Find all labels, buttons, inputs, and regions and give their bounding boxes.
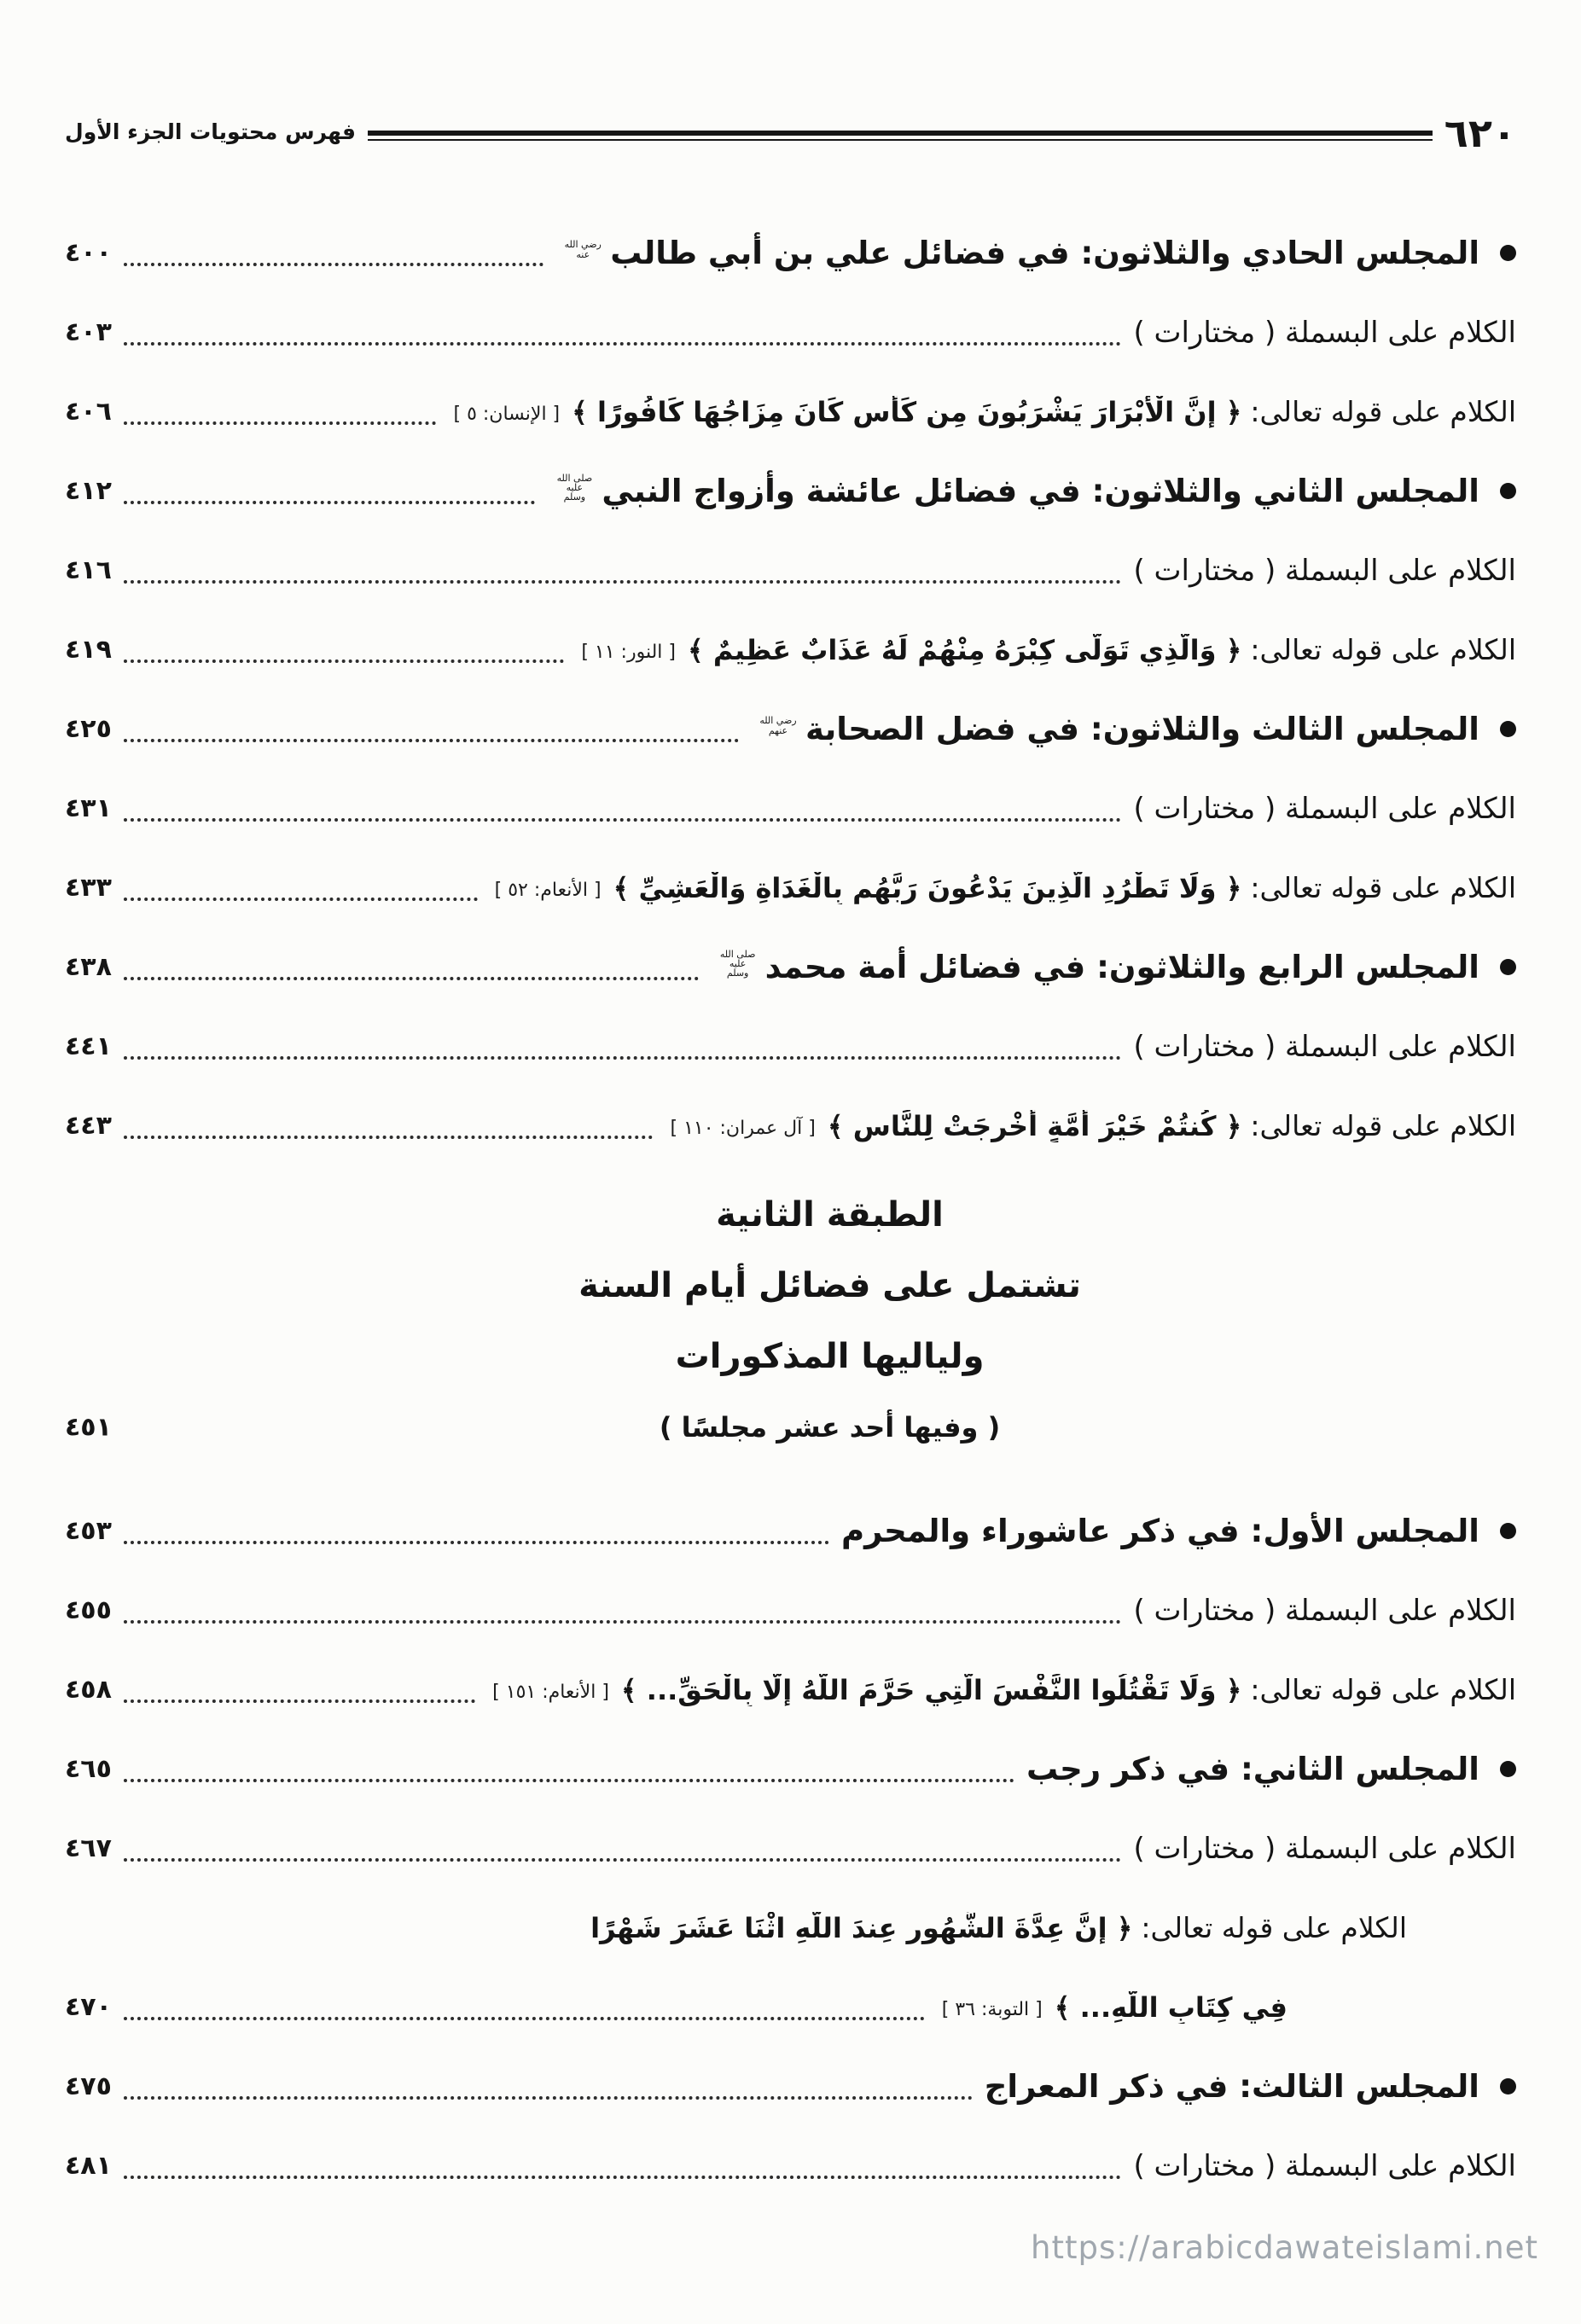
toc-row bbox=[65, 1007, 1516, 1086]
quote-intro: الكلام على قوله تعالى: bbox=[1250, 1673, 1516, 1706]
toc-row bbox=[65, 1729, 1516, 1809]
entry-page-number: ٤٠٠ bbox=[65, 238, 112, 268]
entry-page-number: ٤٥١ bbox=[65, 1412, 112, 1442]
toc-row bbox=[65, 1650, 1516, 1729]
quote-intro: الكلام على قوله تعالى: bbox=[1250, 871, 1516, 904]
toc-section-bottom bbox=[65, 1491, 1516, 2205]
quran-quote: ﴿ وَالَّذِي تَوَلَّى كِبْرَهُ مِنْهُمْ لَهُ عَذَابٌ عَظِيمٌ ﴾ bbox=[688, 633, 1242, 666]
entry-page-number: ٤٤١ bbox=[65, 1031, 112, 1061]
entry-page-number: ٤٥٥ bbox=[65, 1595, 112, 1625]
quote-intro: الكلام على قوله تعالى: bbox=[1141, 1911, 1407, 1944]
ayah-reference: [ الأنعام: ١٥١ ] bbox=[492, 1682, 609, 1703]
entry-subtitle: الكلام على البسملة ( مختارات ) bbox=[1133, 315, 1516, 350]
dot-leader bbox=[124, 501, 535, 504]
section-heading-line: ولياليها المذكورات bbox=[675, 1336, 985, 1376]
entry-title: المجلس الثالث والثلاثون: في فضل الصحابة bbox=[805, 711, 1479, 747]
entry-page-number: ٤٧٥ bbox=[65, 2071, 112, 2101]
dot-leader bbox=[124, 1779, 1014, 1782]
toc-row bbox=[65, 689, 1516, 769]
section-heading-subtitle-row bbox=[65, 1391, 1516, 1462]
dot-leader bbox=[124, 1620, 1122, 1624]
entry-page-number: ٤٣١ bbox=[65, 793, 112, 823]
toc-row bbox=[65, 2126, 1516, 2205]
honorific-mark: رضي الله عنه bbox=[564, 239, 602, 260]
toc-row bbox=[65, 1809, 1516, 1888]
quote-intro: الكلام على قوله تعالى: bbox=[1250, 395, 1516, 428]
dot-leader bbox=[124, 342, 1122, 346]
entry-title: المجلس الرابع والثلاثون: في فضائل أمة محمد bbox=[764, 949, 1479, 985]
ayah-reference: [ الإنسان: ٥ ] bbox=[453, 404, 561, 425]
dot-leader bbox=[124, 739, 739, 742]
toc-row bbox=[65, 2047, 1516, 2126]
page-header bbox=[65, 106, 1516, 160]
dot-leader bbox=[124, 263, 543, 266]
toc-row bbox=[65, 1967, 1516, 2047]
toc-row bbox=[65, 848, 1516, 927]
toc-row bbox=[65, 213, 1516, 293]
entry-page-number: ٤٧٠ bbox=[65, 1992, 112, 2022]
bullet-icon bbox=[1500, 1761, 1516, 1777]
entry-title: المجلس الأول: في ذكر عاشوراء والمحرم bbox=[840, 1513, 1479, 1549]
quote-intro: الكلام على قوله تعالى: bbox=[1250, 633, 1516, 666]
bullet-icon bbox=[1500, 2078, 1516, 2095]
quote-intro: الكلام على قوله تعالى: bbox=[1250, 1109, 1516, 1142]
entry-page-number: ٤٢٥ bbox=[65, 714, 112, 744]
entry-page-number: ٤٣٨ bbox=[65, 952, 112, 982]
toc-row bbox=[65, 451, 1516, 531]
entry-page-number: ٤٣٣ bbox=[65, 873, 112, 903]
dot-leader bbox=[124, 1858, 1122, 1862]
toc-row bbox=[65, 927, 1516, 1007]
toc-row bbox=[65, 610, 1516, 689]
entry-subtitle: الكلام على البسملة ( مختارات ) bbox=[1133, 2148, 1516, 2183]
bullet-icon bbox=[1500, 959, 1516, 975]
dot-leader bbox=[124, 580, 1122, 584]
quran-quote: ﴿ إِنَّ عِدَّةَ الشُّهُورِ عِندَ اللَّهِ اثْنَا عَشَرَ شَهْرًا bbox=[590, 1911, 1133, 1944]
dot-leader bbox=[124, 2017, 925, 2020]
toc-section-top bbox=[65, 213, 1516, 1165]
dot-leader bbox=[124, 898, 478, 901]
honorific-mark: صلى الله عليه وسلم bbox=[719, 948, 756, 979]
toc-row bbox=[65, 1491, 1516, 1571]
dot-leader bbox=[124, 1056, 1122, 1060]
entry-page-number: ٤١٢ bbox=[65, 476, 112, 506]
entry-title: المجلس الثاني والثلاثون: في فضائل عائشة وأزواج النبي bbox=[602, 473, 1479, 509]
entry-page-number: ٤١٩ bbox=[65, 635, 112, 665]
quran-quote: ﴿ وَلَا تَقْتُلُوا النَّفْسَ الَّتِي حَرَّمَ اللَّهُ إِلَّا بِالْحَقِّ... ﴾ bbox=[620, 1673, 1242, 1706]
toc bbox=[65, 213, 1516, 2205]
dot-leader bbox=[124, 2176, 1122, 2179]
header-title: فهرس محتويات الجزء الأول bbox=[65, 119, 357, 144]
bullet-icon bbox=[1500, 245, 1516, 261]
ayah-reference: [ النور: ١١ ] bbox=[581, 642, 676, 663]
dot-leader bbox=[124, 1136, 654, 1139]
toc-row bbox=[65, 293, 1516, 372]
dot-leader bbox=[124, 421, 437, 425]
quran-quote: ﴿ كُنتُمْ خَيْرَ أُمَّةٍ أُخْرِجَتْ لِلنَّاسِ ﴾ bbox=[827, 1109, 1242, 1142]
bullet-icon bbox=[1500, 721, 1516, 737]
entry-page-number: ٤٦٥ bbox=[65, 1754, 112, 1784]
entry-title: المجلس الثالث: في ذكر المعراج bbox=[984, 2068, 1479, 2105]
entry-title: المجلس الحادي والثلاثون: في فضائل علي بن أبي طالب bbox=[610, 235, 1479, 271]
dot-leader bbox=[124, 659, 564, 663]
toc-row bbox=[65, 372, 1516, 451]
header-rule bbox=[368, 131, 1433, 141]
entry-subtitle: الكلام على البسملة ( مختارات ) bbox=[1133, 1593, 1516, 1628]
honorific-mark: صلى الله عليه وسلم bbox=[556, 472, 593, 503]
dot-leader bbox=[124, 1541, 829, 1544]
ayah-reference: [ الأنعام: ٥٢ ] bbox=[494, 880, 602, 901]
entry-subtitle: الكلام على البسملة ( مختارات ) bbox=[1133, 553, 1516, 588]
bullet-icon bbox=[1500, 1523, 1516, 1539]
page-number: ٦٢٠ bbox=[1444, 110, 1516, 156]
quran-quote: ﴿ وَلَا تَطْرُدِ الَّذِينَ يَدْعُونَ رَبَّهُم بِالْغَدَاةِ وَالْعَشِيِّ ﴾ bbox=[613, 871, 1242, 904]
ayah-reference: [ آل عمران: ١١٠ ] bbox=[670, 1118, 816, 1139]
bullet-icon bbox=[1500, 483, 1516, 499]
toc-row bbox=[65, 1888, 1516, 1967]
entry-page-number: ٤٨١ bbox=[65, 2151, 112, 2181]
dot-leader bbox=[124, 2096, 973, 2100]
entry-page-number: ٤٤٣ bbox=[65, 1111, 112, 1141]
quran-quote: فِي كِتَابِ اللَّهِ... ﴾ bbox=[1054, 1990, 1287, 2024]
entry-page-number: ٤٦٧ bbox=[65, 1833, 112, 1863]
dot-leader bbox=[124, 818, 1122, 822]
section-heading-subtitle: ( وفيها أحد عشر مجلسًا ) bbox=[659, 1410, 1001, 1444]
entry-subtitle: الكلام على البسملة ( مختارات ) bbox=[1133, 1831, 1516, 1866]
section-heading-line: الطبقة الثانية bbox=[716, 1194, 944, 1235]
toc-row bbox=[65, 531, 1516, 610]
watermark-url: https://arabicdawateislami.net bbox=[1031, 2229, 1538, 2266]
entry-page-number: ٤٠٣ bbox=[65, 317, 112, 347]
entry-title: المجلس الثاني: في ذكر رجب bbox=[1026, 1751, 1479, 1787]
entry-subtitle: الكلام على البسملة ( مختارات ) bbox=[1133, 791, 1516, 826]
toc-row bbox=[65, 1086, 1516, 1165]
entry-page-number: ٤٠٦ bbox=[65, 397, 112, 427]
section-heading bbox=[65, 1179, 1516, 1462]
quran-quote: ﴿ إِنَّ الْأَبْرَارَ يَشْرَبُونَ مِن كَأْسٍ كَانَ مِزَاجُهَا كَافُورًا ﴾ bbox=[572, 395, 1242, 428]
toc-row bbox=[65, 1571, 1516, 1650]
entry-subtitle: الكلام على البسملة ( مختارات ) bbox=[1133, 1029, 1516, 1064]
dot-leader bbox=[124, 977, 699, 980]
entry-page-number: ٤٥٣ bbox=[65, 1516, 112, 1546]
ayah-reference: [ التوبة: ٣٦ ] bbox=[941, 1999, 1043, 2020]
toc-row bbox=[65, 769, 1516, 848]
dot-leader bbox=[124, 1699, 475, 1703]
section-heading-line: تشتمل على فضائل أيام السنة bbox=[578, 1265, 1081, 1305]
entry-page-number: ٤١٦ bbox=[65, 555, 112, 585]
entry-page-number: ٤٥٨ bbox=[65, 1675, 112, 1705]
honorific-mark: رضي الله عنهم bbox=[759, 715, 797, 736]
